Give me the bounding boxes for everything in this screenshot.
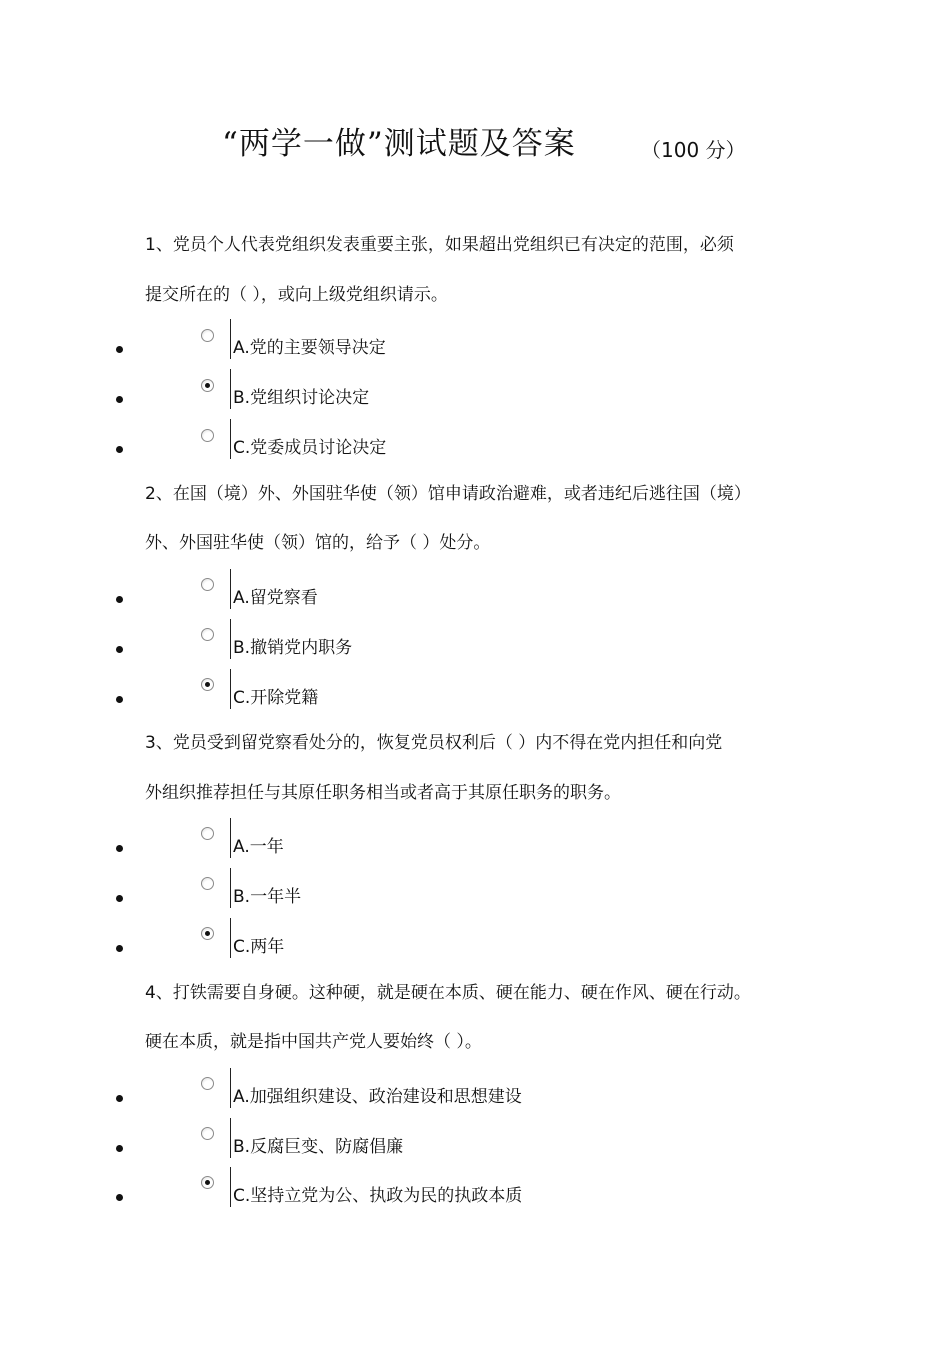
radio-button-checked[interactable] [201,927,214,940]
option-label: A.留党察看 [233,588,318,608]
divider [230,319,231,359]
bullet-icon [116,396,123,403]
divider [230,818,231,858]
bullet-icon [116,945,123,952]
question-2-line-1: 2、在国（境）外、外国驻华使（领）馆申请政治避难，或者违纪后逃往国（境） [145,484,751,504]
question-4-line-2: 硬在本质，就是指中国共产党人要始终（ ）。 [145,1032,482,1052]
option-label: B.一年半 [233,887,302,907]
radio-button[interactable] [201,578,214,591]
option-label: C.党委成员讨论决定 [233,438,387,458]
bullet-icon [116,1194,123,1201]
question-1-line-2: 提交所在的（ ），或向上级党组织请示。 [145,285,448,305]
radio-button[interactable] [201,827,214,840]
divider [230,369,231,409]
option-label: C.两年 [233,937,285,957]
radio-button-checked[interactable] [201,678,214,691]
radio-button[interactable] [201,628,214,641]
divider [230,1167,231,1207]
divider [230,669,231,709]
question-3-line-1: 3、党员受到留党察看处分的，恢复党员权利后（ ）内不得在党内担任和向党 [145,733,723,753]
radio-button[interactable] [201,877,214,890]
title-main: “两学一做”测试题及答案 [222,126,576,162]
bullet-icon [116,596,123,603]
radio-button-checked[interactable] [201,379,214,392]
question-3-line-2: 外组织推荐担任与其原任职务相当或者高于其原任职务的职务。 [145,783,621,803]
title-score: （100 分） [641,138,746,162]
option-label: A.党的主要领导决定 [233,338,386,358]
option-label: B.党组织讨论决定 [233,388,370,408]
bullet-icon [116,646,123,653]
radio-button[interactable] [201,1127,214,1140]
divider [230,918,231,958]
option-label: C.坚持立党为公、执政为民的执政本质 [233,1186,523,1206]
divider [230,619,231,659]
radio-button[interactable] [201,329,214,342]
option-label: B.反腐巨变、防腐倡廉 [233,1137,404,1157]
divider [230,419,231,459]
radio-button[interactable] [201,1077,214,1090]
bullet-icon [116,895,123,902]
bullet-icon [116,1095,123,1102]
divider [230,569,231,609]
bullet-icon [116,346,123,353]
bullet-icon [116,845,123,852]
question-2-line-2: 外、外国驻华使（领）馆的，给予（ ）处分。 [145,533,491,553]
divider [230,1118,231,1158]
question-4-line-1: 4、打铁需要自身硬。这种硬，就是硬在本质、硬在能力、硬在作风、硬在行动。 [145,983,751,1003]
option-label: B.撤销党内职务 [233,638,353,658]
bullet-icon [116,696,123,703]
question-1-line-1: 1、党员个人代表党组织发表重要主张，如果超出党组织已有决定的范围，必须 [145,235,734,255]
divider [230,1068,231,1108]
divider [230,868,231,908]
option-label: A.一年 [233,837,284,857]
option-label: A.加强组织建设、政治建设和思想建设 [233,1087,522,1107]
radio-button[interactable] [201,429,214,442]
bullet-icon [116,1145,123,1152]
option-label: C.开除党籍 [233,688,319,708]
bullet-icon [116,446,123,453]
radio-button-checked[interactable] [201,1176,214,1189]
